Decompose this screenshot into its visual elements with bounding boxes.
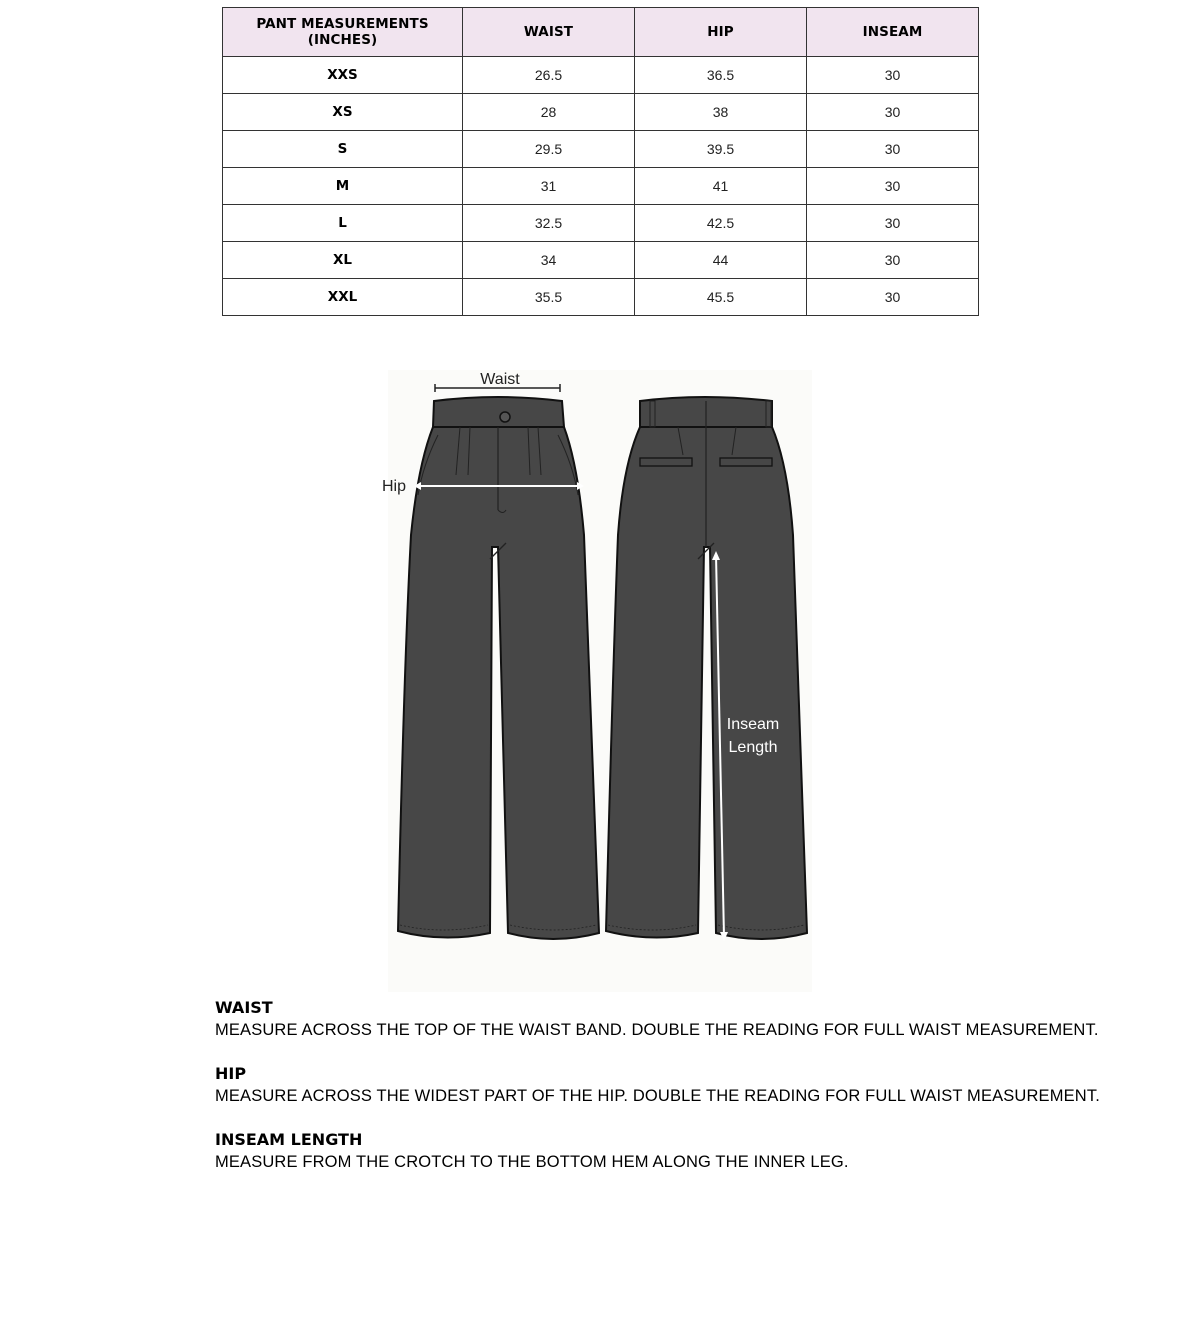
table-row: [223, 242, 979, 279]
instruction-waist: [215, 997, 1115, 1041]
hip-cell: 45.5: [635, 279, 807, 316]
table-row: [223, 205, 979, 242]
waist-label: Waist: [480, 371, 520, 388]
size-cell: XS: [223, 94, 463, 131]
inseam-label-line2: Length: [728, 739, 778, 756]
hip-cell: 44: [635, 242, 807, 279]
instruction-heading: HIP: [215, 1064, 247, 1083]
hip-cell: 39.5: [635, 131, 807, 168]
size-cell: S: [223, 131, 463, 168]
table-row: [223, 131, 979, 168]
waist-cell: 26.5: [463, 57, 635, 94]
hip-cell: 41: [635, 168, 807, 205]
inseam-label-line1: Inseam: [726, 716, 780, 733]
inseam-cell: 30: [807, 131, 979, 168]
inseam-cell: 30: [807, 94, 979, 131]
table-row: [223, 94, 979, 131]
hip-label: Hip: [382, 478, 407, 495]
measurement-instructions: [215, 997, 1115, 1195]
waist-cell: 28: [463, 94, 635, 131]
inseam-cell: 30: [807, 279, 979, 316]
instruction-text: MEASURE FROM THE CROTCH TO THE BOTTOM HEM ALONG THE INNER LEG.: [215, 1153, 849, 1171]
size-cell: XXL: [223, 279, 463, 316]
header-measurement: PANT MEASUREMENTS (INCHES): [223, 8, 463, 57]
inseam-cell: 30: [807, 205, 979, 242]
waist-cell: 34: [463, 242, 635, 279]
instruction-heading: INSEAM LENGTH: [215, 1130, 363, 1149]
waist-cell: 29.5: [463, 131, 635, 168]
waist-cell: 32.5: [463, 205, 635, 242]
table-row: [223, 168, 979, 205]
inseam-cell: 30: [807, 168, 979, 205]
size-cell: L: [223, 205, 463, 242]
instruction-inseam: [215, 1129, 1115, 1173]
instruction-heading: WAIST: [215, 998, 273, 1017]
instruction-hip: [215, 1063, 1115, 1107]
header-waist: WAIST: [463, 8, 635, 57]
waist-cell: 31: [463, 168, 635, 205]
header-hip: HIP: [635, 8, 807, 57]
hip-cell: 42.5: [635, 205, 807, 242]
table-header-row: [223, 8, 979, 57]
inseam-cell: 30: [807, 57, 979, 94]
hip-cell: 38: [635, 94, 807, 131]
size-cell: XXS: [223, 57, 463, 94]
size-cell: M: [223, 168, 463, 205]
instruction-text: MEASURE ACROSS THE TOP OF THE WAIST BAND. DOUBLE THE READING FOR FULL WAIST MEASUREMENT.: [215, 1021, 1099, 1039]
size-chart-table: [222, 7, 979, 316]
instruction-text: MEASURE ACROSS THE WIDEST PART OF THE HIP. DOUBLE THE READING FOR FULL WAIST MEASUREMENT.: [215, 1087, 1100, 1105]
pants-measurement-diagram: [378, 365, 818, 995]
inseam-cell: 30: [807, 242, 979, 279]
header-inseam: INSEAM: [807, 8, 979, 57]
size-cell: XL: [223, 242, 463, 279]
table-row: [223, 279, 979, 316]
table-row: [223, 57, 979, 94]
hip-cell: 36.5: [635, 57, 807, 94]
waist-cell: 35.5: [463, 279, 635, 316]
